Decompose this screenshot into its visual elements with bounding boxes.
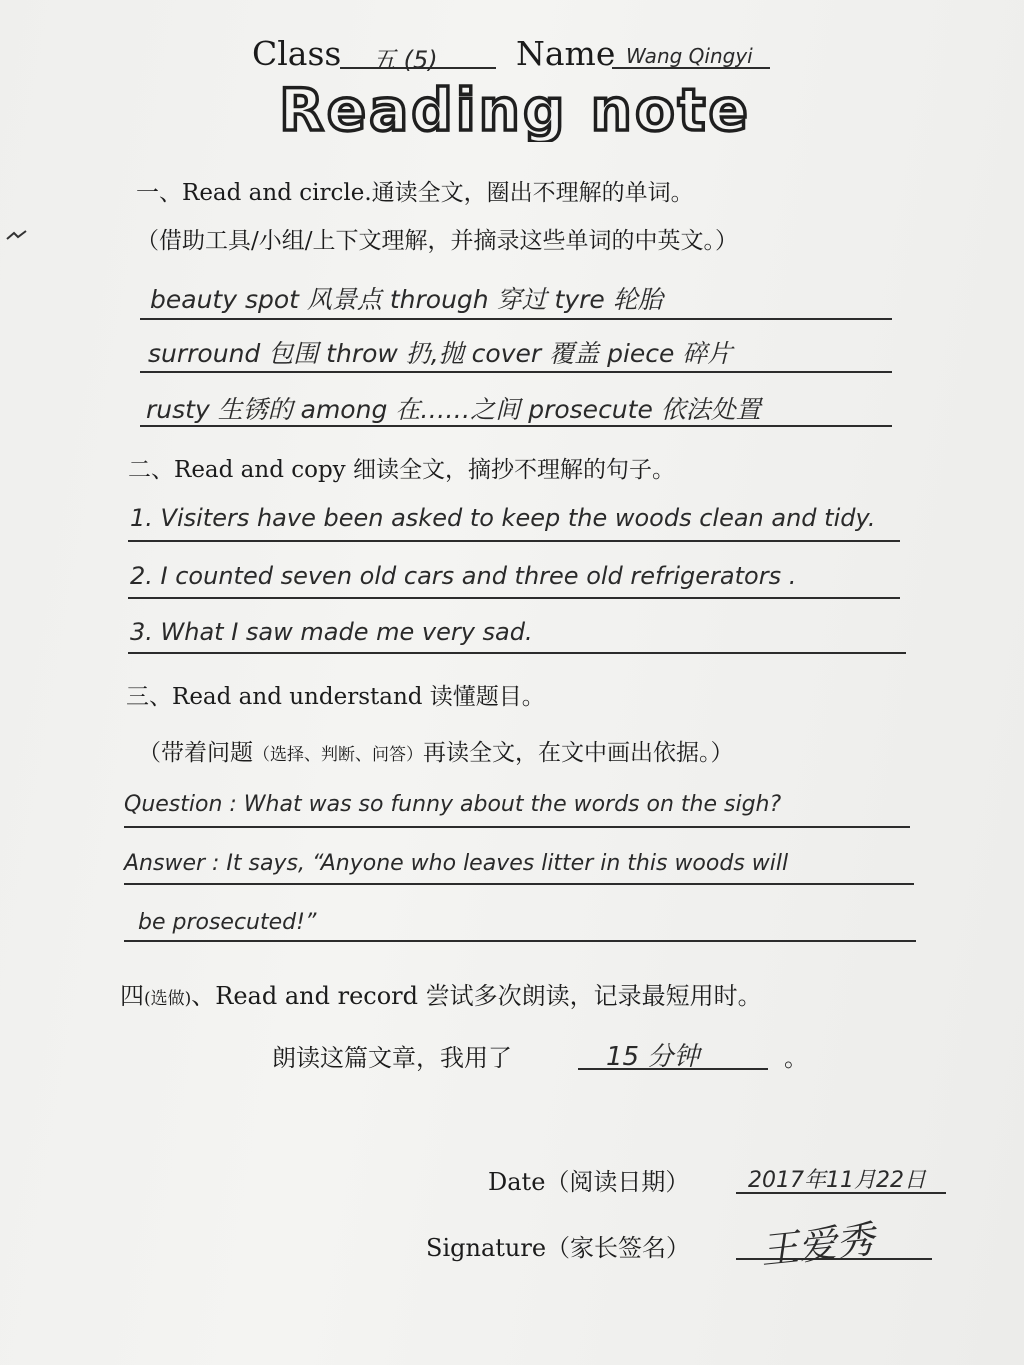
name-value: Wang Qingyi <box>626 44 753 68</box>
section3-heading: 三、Read and understand 读懂题目。 <box>126 684 545 710</box>
reading-time-value: 15 分钟 <box>606 1042 700 1072</box>
section2-line-2 <box>128 597 900 599</box>
date-value: 2017年11月22日 <box>748 1168 926 1193</box>
section2-heading: 二、Read and copy 细读全文，摘抄不理解的句子。 <box>128 457 675 483</box>
section3-answer-continued: be prosecuted!” <box>138 910 317 935</box>
section4-heading-rest: 、Read and record 尝试多次朗读，记录最短用时。 <box>191 982 762 1010</box>
signature-label: Signature（家长签名） <box>426 1234 691 1262</box>
section3-note <box>138 734 734 767</box>
section3-note-small: （选择、判断、问答） <box>253 745 423 765</box>
section4-heading-prefix: 四 <box>120 982 144 1010</box>
section1-answer-1: beauty spot 风景点 through 穿过 tyre 轮胎 <box>150 285 663 314</box>
section1-line-2 <box>140 371 892 373</box>
reading-time-end: 。 <box>784 1044 808 1072</box>
section3-question: Question : What was so funny about the words on the sigh? <box>124 792 782 817</box>
section3-answer: Answer : It says, “Anyone who leaves litter in this woods will <box>124 851 789 876</box>
reading-note-title <box>155 82 875 142</box>
section1-note: （借助工具/小组/上下文理解，并摘录这些单词的中英文。） <box>136 228 738 254</box>
section3-line-2 <box>124 883 914 885</box>
section1-heading: 一、Read and circle.通读全文，圈出不理解的单词。 <box>136 180 694 206</box>
section3-line-1 <box>124 826 910 828</box>
stray-pen-mark <box>6 228 28 242</box>
section2-line-1 <box>128 540 900 542</box>
section4-heading <box>120 976 762 1011</box>
section2-answer-2: 2. I counted seven old cars and three old refrigerators . <box>130 562 797 590</box>
section1-answer-3: rusty 生锈的 among 在……之间 prosecute 依法处置 <box>146 395 761 424</box>
reading-note-title-text: Reading note <box>279 82 751 142</box>
section1-answer-2: surround 包围 throw 扔,抛 cover 覆盖 piece 碎片 <box>148 339 733 368</box>
section3-note-after: 再读全文，在文中画出依据。） <box>423 740 734 766</box>
section4-heading-small: (选做) <box>144 989 192 1009</box>
date-label: Date（阅读日期） <box>488 1168 690 1196</box>
section1-line-1 <box>140 318 892 320</box>
name-label: Name <box>516 34 616 73</box>
class-label: Class <box>252 34 342 73</box>
section3-note-before: （带着问题 <box>138 740 253 766</box>
section2-line-3 <box>128 652 906 654</box>
parent-signature: 王爱秀 <box>758 1217 877 1273</box>
reading-time-sentence: 朗读这篇文章，我用了 <box>272 1044 512 1072</box>
section3-line-3 <box>124 940 916 942</box>
section2-answer-1: 1. Visiters have been asked to keep the woods clean and tidy. <box>130 504 876 532</box>
class-value: 五 (5) <box>372 46 438 74</box>
section2-answer-3: 3. What I saw made me very sad. <box>130 618 533 646</box>
